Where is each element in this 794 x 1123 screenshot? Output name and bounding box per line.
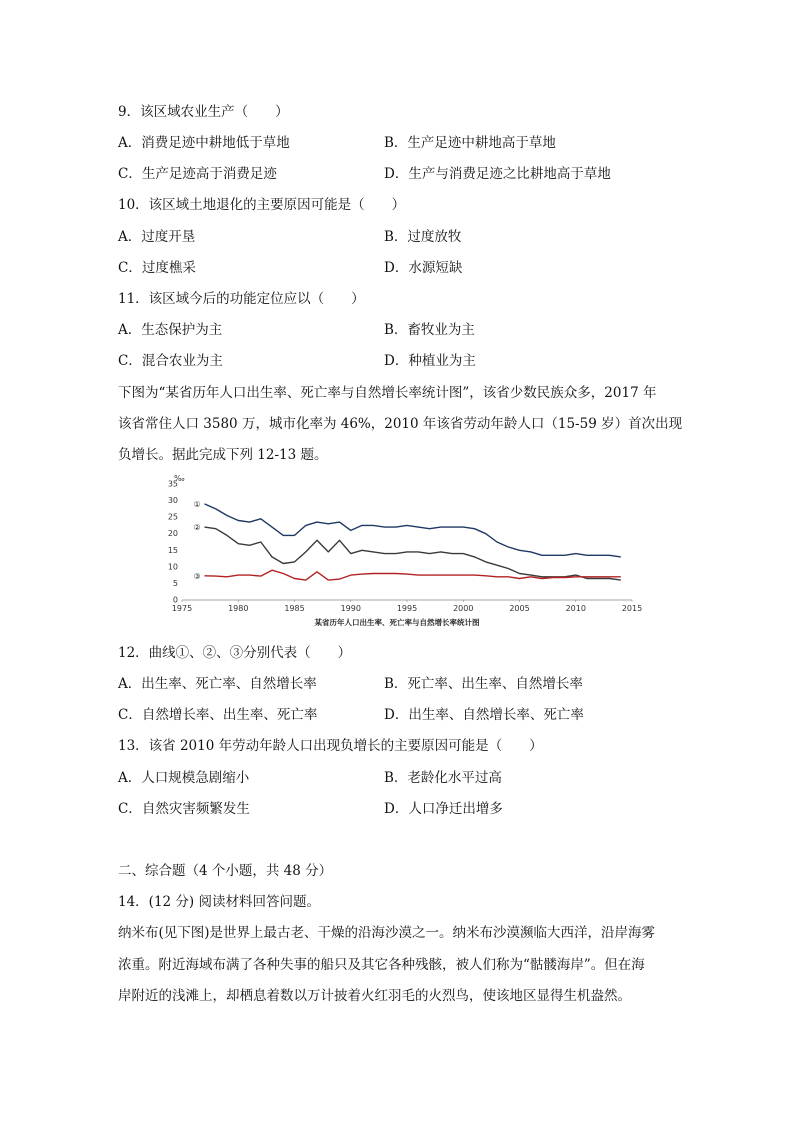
q13-option-d: D．人口净迁出增多 [384, 801, 503, 817]
q11-option-a: A．生态保护为主 [118, 322, 223, 338]
x-tick-label: 2010 [565, 604, 586, 613]
question-12-stem: 12．曲线①、②、③分别代表（ ） [118, 645, 352, 661]
q11-option-d: D．种植业为主 [384, 353, 476, 369]
y-tick-label: 5 [172, 578, 178, 588]
x-tick-label: 2005 [509, 604, 530, 613]
question-9-stem: 9．该区域农业生产（ ） [118, 104, 289, 120]
x-tick-label: 1995 [396, 604, 418, 613]
intro-line-1: 下图为“某省历年人口出生率、死亡率与自然增长率统计图”，该省少数民族众多，2017 年 [118, 385, 657, 401]
material-line-2: 浓重。附近海域布满了各种失事的船只及其它各种残骸，被人们称为“骷髅海岸”。但在海 [118, 957, 645, 973]
question-14-stem: 14．(12 分) 阅读材料回答问题。 [118, 894, 320, 910]
intro-line-2: 该省常住人口 3580 万，城市化率为 46%，2010 年该省劳动年龄人口（15-59 岁）首次出现 [118, 416, 683, 432]
series-line-3 [205, 570, 621, 580]
q13-option-c: C．自然灾害频繁发生 [118, 801, 250, 817]
y-tick-label: 30 [167, 496, 178, 506]
y-tick-label: 15 [167, 545, 178, 555]
series-label-3: ③ [193, 571, 201, 581]
q11-option-c: C．混合农业为主 [118, 353, 223, 369]
x-tick-label: 2000 [453, 604, 474, 613]
q12-option-c: C．自然增长率、出生率、死亡率 [118, 707, 318, 723]
y-tick-label: 20 [167, 529, 178, 539]
q10-option-a: A．过度开垦 [118, 229, 196, 245]
y-tick-label: 35 [167, 479, 178, 489]
q10-option-c: C．过度樵采 [118, 260, 196, 276]
question-13-stem: 13．该省 2010 年劳动年龄人口出现负增长的主要原因可能是（ ） [118, 738, 543, 754]
y-tick-label: 25 [167, 512, 178, 522]
q10-option-d: D．水源短缺 [384, 260, 463, 276]
q9-option-b: B．生产足迹中耕地高于草地 [384, 135, 556, 151]
question-10-stem: 10．该区域土地退化的主要原因可能是（ ） [118, 197, 406, 213]
q9-option-a: A．消费足迹中耕地低于草地 [118, 135, 290, 151]
q13-option-b: B．老龄化水平过高 [384, 770, 502, 786]
y-axis-unit: ‰ [174, 474, 185, 483]
series-label-2: ② [193, 523, 201, 533]
q9-option-c: C．生产足迹高于消费足迹 [118, 166, 277, 182]
y-tick-label: 10 [167, 562, 178, 572]
population-rate-chart [160, 472, 660, 632]
x-tick-label: 1980 [228, 604, 249, 613]
q10-option-b: B．过度放牧 [384, 229, 462, 245]
q13-option-a: A．人口规模急剧缩小 [118, 770, 250, 786]
x-tick-label: 2015 [621, 604, 643, 613]
intro-line-3: 负增长。据此完成下列 12-13 题。 [118, 447, 328, 463]
material-line-3: 岸附近的浅滩上，却栖息着数以万计披着火红羽毛的火烈鸟，使该地区显得生机盎然。 [118, 988, 631, 1004]
q12-option-a: A．出生率、死亡率、自然增长率 [118, 676, 317, 692]
material-line-1: 纳米布(见下图)是世界上最古老、干燥的沿海沙漠之一。纳米布沙漠濒临大西洋，沿岸海雾 [118, 925, 656, 941]
chart-title: 某省历年人口出生率、死亡率与自然增长率统计图 [314, 618, 480, 627]
q9-option-d: D．生产与消费足迹之比耕地高于草地 [384, 166, 611, 182]
q12-option-b: B．死亡率、出生率、自然增长率 [384, 676, 583, 692]
series-line-1 [205, 504, 621, 557]
q11-option-b: B．畜牧业为主 [384, 322, 475, 338]
q12-option-d: D．出生率、自然增长率、死亡率 [384, 707, 584, 723]
x-tick-label: 1975 [171, 604, 193, 613]
question-11-stem: 11．该区域今后的功能定位应以（ ） [118, 291, 365, 307]
y-tick-label: 0 [172, 595, 178, 605]
series-label-1: ① [193, 499, 201, 509]
section-2-heading: 二、综合题（4 个小题，共 48 分） [118, 863, 333, 879]
x-tick-label: 1990 [340, 604, 361, 613]
x-tick-label: 1985 [284, 604, 305, 613]
